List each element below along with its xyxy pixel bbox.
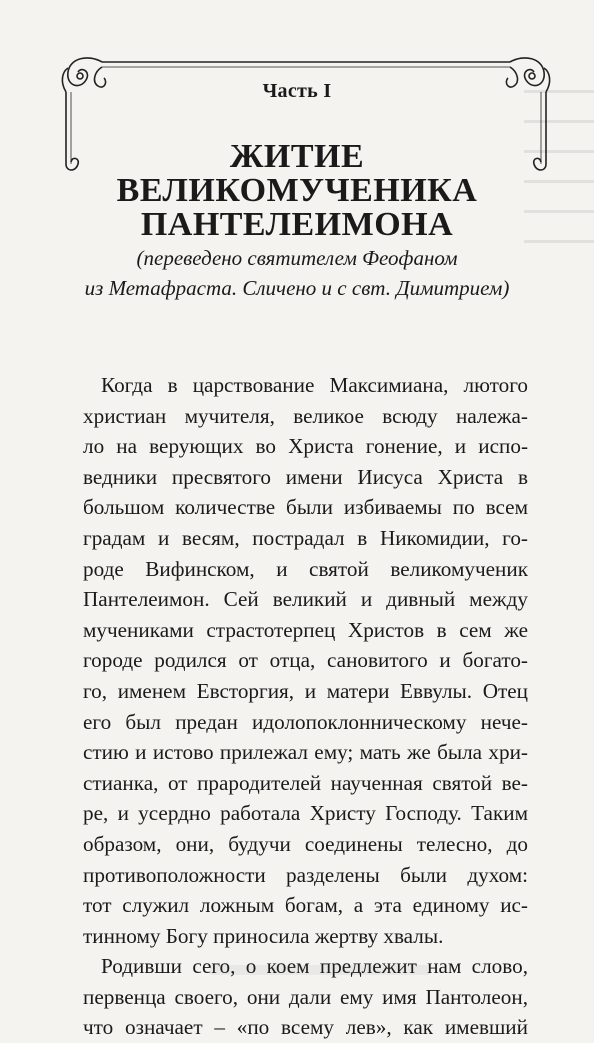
- text-line: его был предан идолопоклонническому нече-: [83, 709, 528, 734]
- title-line: ПАНТЕЛЕИМОНА: [140, 206, 454, 243]
- text-line: ре, и усердно работала Христу Господу. Таким: [83, 801, 528, 826]
- text-line: образом, они, будучи соединены телесно, до: [83, 831, 528, 856]
- text-line: стию и истово прилежал ему; мать же была хри-: [83, 740, 528, 765]
- text-line: первенца своего, они дали ему имя Пантолеон,: [83, 984, 528, 1009]
- text-line: стианка, от прародителей наученная святой ве-: [83, 770, 528, 795]
- text-line: роде Вифинском, и святой великомученик: [83, 556, 528, 581]
- text-line: мучениками страстотерпец Христов в сем же: [83, 617, 528, 642]
- page-title: [0, 140, 594, 242]
- body-text: [83, 370, 528, 1043]
- title-line: ВЕЛИКОМУЧЕНИКА: [116, 172, 478, 209]
- text-line: го, именем Евсторгия, и матери Еввулы. Отец: [83, 678, 528, 703]
- text-line: Когда в царствование Максимиана, лютого: [101, 373, 528, 397]
- page-shadow: [210, 965, 430, 975]
- part-heading: Часть I: [262, 80, 332, 102]
- subtitle: [0, 243, 594, 303]
- text-line: городе родился от отца, сановитого и богато-: [83, 648, 528, 673]
- text-line: Пантелеимон. Сей великий и дивный между: [83, 587, 528, 612]
- subtitle-line: из Метафраста. Сличено и с свт. Димитрием): [84, 276, 510, 300]
- text-line: градам и весям, пострадал в Никомидии, го-: [83, 525, 528, 550]
- text-line: что означает – «по всему лев», как имевший: [83, 1015, 528, 1040]
- text-line: противоположности разделены были духом:: [83, 862, 528, 887]
- text-line: тинному Богу приносила жертву хвалы.: [83, 923, 444, 948]
- text-line: ведники пресвятого имени Иисуса Христа в: [83, 464, 528, 489]
- title-line: ЖИТИЕ: [229, 138, 365, 175]
- text-line: большом количестве были избиваемы по всем: [83, 495, 528, 520]
- text-line: ло на верующих во Христа гонение, и испо-: [83, 434, 528, 459]
- text-line: христиан мучителя, великое всюду належа-: [83, 403, 528, 428]
- text-line: Родивши сего, о коем предлежит нам слово,: [101, 954, 528, 979]
- text-line: тот служил ложным богам, а эта единому ис-: [83, 893, 528, 918]
- subtitle-line: (переведено святителем Феофаном: [136, 246, 458, 270]
